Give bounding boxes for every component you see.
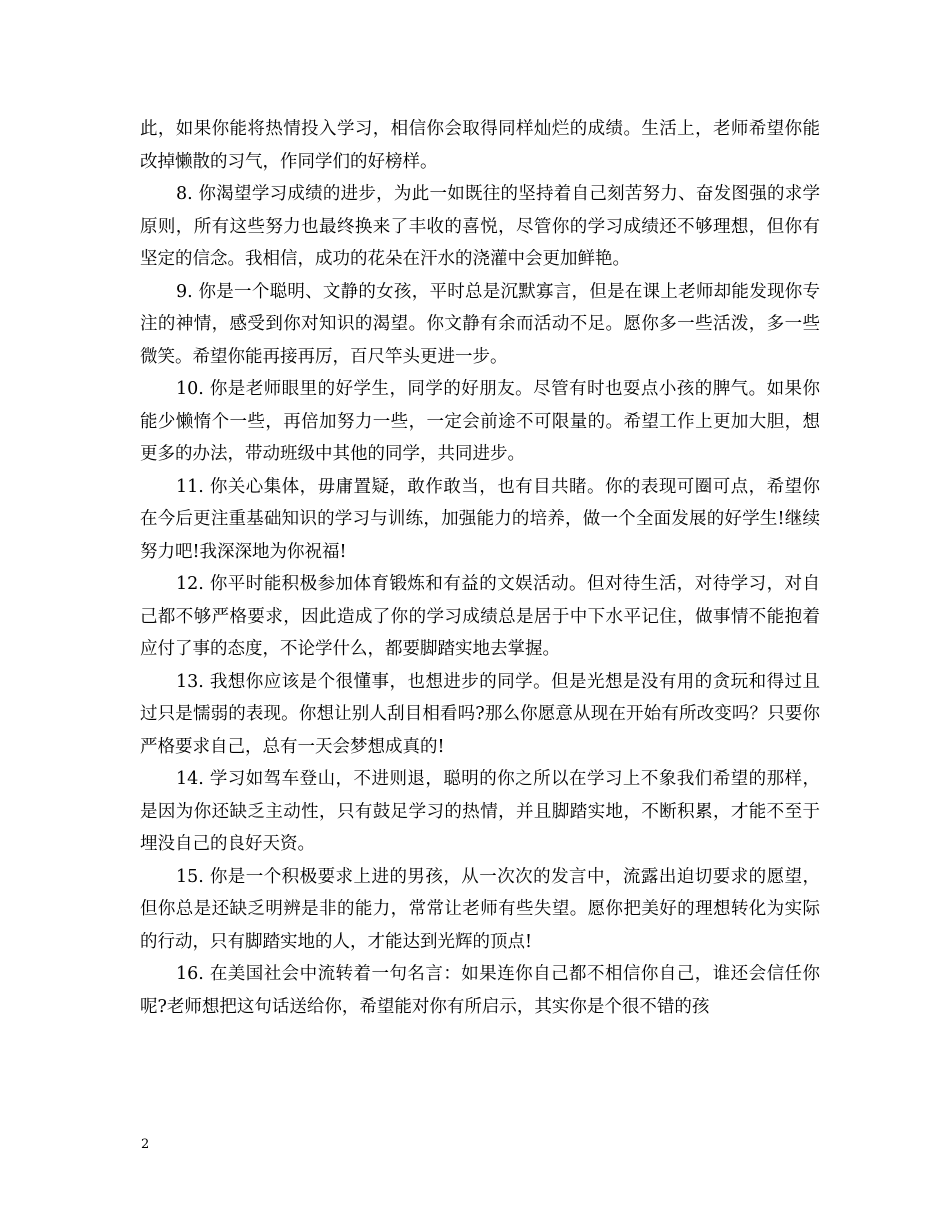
paragraph-item-14: 14. 学习如驾车登山，不进则退，聪明的你之所以在学习上不象我们希望的那样，是因为你还缺乏主动性，只有鼓足学习的热情，并且脚踏实地，不断积累，才能不至于埋没自己的良好天资。	[140, 769, 820, 854]
paragraph-item-9: 9. 你是一个聪明、文静的女孩，平时总是沉默寡言，但是在课上老师却能发现你专注的神情，感受到你对知识的渴望。你文静有余而活动不足。愿你多一些活泼，多一些微笑。希望你能再接再厉，百尺竿头更进一步。	[140, 281, 820, 367]
paragraph-item-11: 11. 你关心集体，毋庸置疑，敢作敢当，也有目共睹。你的表现可圈可点，希望你在今后更注重基础知识的学习与训练，加强能力的培养，做一个全面发展的好学生!继续努力吧!我深深地为你祝福!	[140, 476, 820, 562]
paragraph-item-10: 10. 你是老师眼里的好学生，同学的好朋友。尽管有时也耍点小孩的脾气。如果你能少懒惰个一些，再倍加努力一些，一定会前途不可限量的。希望工作上更加大胆，想更多的办法，带动班级中其他的同学，共同进步。	[140, 379, 820, 464]
paragraph-item-8: 8. 你渴望学习成绩的进步，为此一如既往的坚持着自己刻苦努力、奋发图强的求学原则，所有这些努力也最终换来了丰收的喜悦，尽管你的学习成绩还不够理想，但你有坚定的信念。我相信，成功的花朵在汗水的浇灌中会更加鲜艳。	[140, 184, 820, 269]
paragraph-continuation: 此，如果你能将热情投入学习，相信你会取得同样灿烂的成绩。生活上，老师希望你能改掉懒散的习气，作同学们的好榜样。	[140, 119, 820, 172]
paragraph-item-16: 16. 在美国社会中流转着一句名言：如果连你自己都不相信你自己，谁还会信任你呢?老师想把这句话送给你，希望能对你有所启示，其实你是个很不错的孩	[140, 964, 820, 1017]
paragraph-item-12: 12. 你平时能积极参加体育锻炼和有益的文娱活动。但对待生活，对待学习，对自己都不够严格要求，因此造成了你的学习成绩总是居于中下水平记住，做事情不能抱着应付了事的态度，不论学什么，都要脚踏实地去掌握。	[140, 574, 820, 659]
paragraph-item-15: 15. 你是一个积极要求上进的男孩，从一次次的发言中，流露出迫切要求的愿望，但你总是还缺乏明辨是非的能力，常常让老师有些失望。愿你把美好的理想转化为实际的行动，只有脚踏实地的人，才能达到光辉的顶点!	[140, 866, 820, 952]
paragraph-item-13: 13. 我想你应该是个很懂事，也想进步的同学。但是光想是没有用的贪玩和得过且过只是懦弱的表现。你想让别人刮目相看吗?那么你愿意从现在开始有所改变吗？只要你严格要求自己，总有一天会梦想成真的!	[140, 671, 820, 757]
page-number: 2	[141, 1137, 150, 1152]
document-body	[140, 113, 820, 1023]
